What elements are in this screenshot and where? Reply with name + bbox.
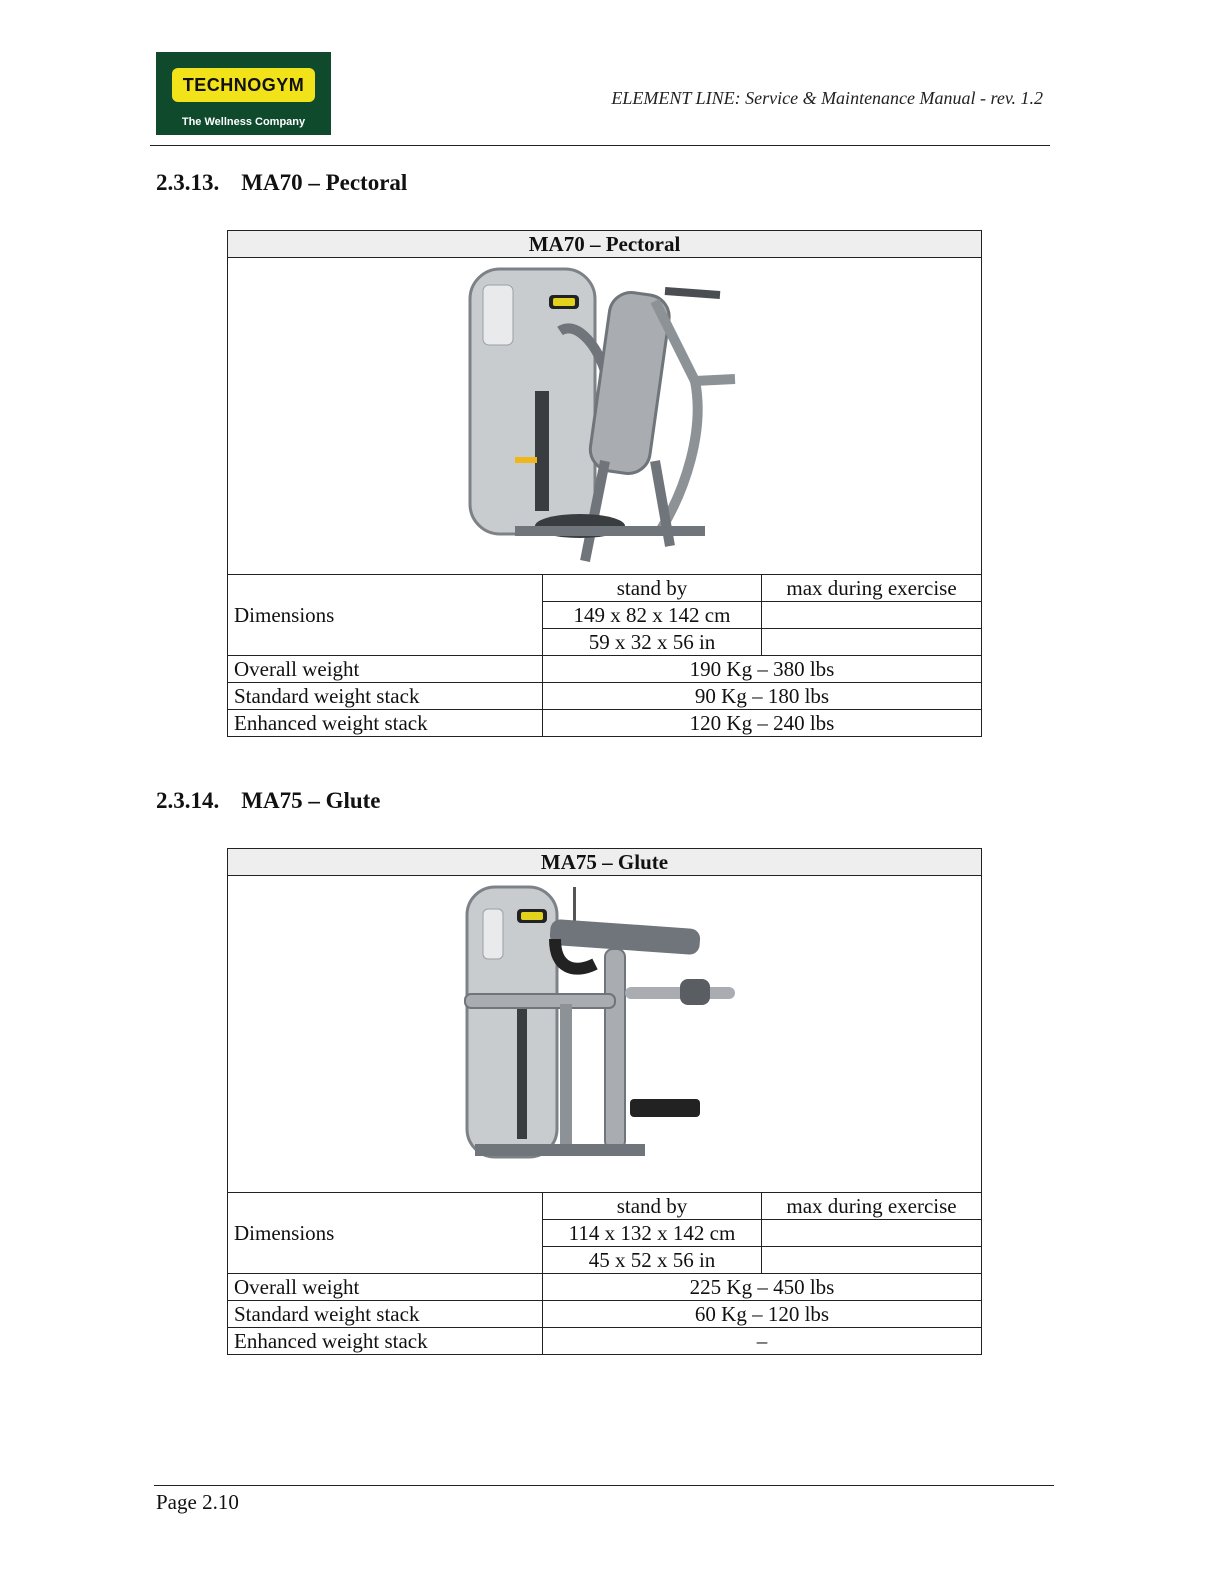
header-divider: [150, 145, 1050, 146]
standard-stack-label: Standard weight stack: [228, 683, 543, 710]
table-caption: MA70 – Pectoral: [228, 231, 982, 258]
col-header-standby: stand by: [543, 575, 762, 602]
enhanced-stack-label: Enhanced weight stack: [228, 1328, 543, 1355]
standard-stack-value: 60 Kg – 120 lbs: [543, 1301, 982, 1328]
glute-machine-image: [455, 879, 755, 1189]
overall-weight-label: Overall weight: [228, 656, 543, 683]
dimensions-label: Dimensions: [228, 575, 543, 656]
col-header-max: max during exercise: [762, 1193, 982, 1220]
product-photo-cell: [228, 876, 982, 1193]
dimensions-in: 45 x 52 x 56 in: [543, 1247, 762, 1274]
section-heading-ma70: [156, 170, 407, 196]
dimensions-label: Dimensions: [228, 1193, 543, 1274]
overall-weight-value: 225 Kg – 450 lbs: [543, 1274, 982, 1301]
standard-stack-label: Standard weight stack: [228, 1301, 543, 1328]
spec-table-ma70: [227, 230, 982, 737]
logo-badge: [172, 68, 315, 102]
section-number: 2.3.14.: [156, 788, 220, 813]
dimensions-in: 59 x 32 x 56 in: [543, 629, 762, 656]
enhanced-stack-value: 120 Kg – 240 lbs: [543, 710, 982, 737]
technogym-logo: [156, 52, 331, 135]
section-number: 2.3.13.: [156, 170, 220, 195]
dimensions-cm: 114 x 132 x 142 cm: [543, 1220, 762, 1247]
footer-divider: [154, 1485, 1054, 1486]
dimensions-cm: 149 x 82 x 142 cm: [543, 602, 762, 629]
page-number: Page 2.10: [156, 1490, 239, 1514]
empty-cell: [762, 602, 982, 629]
pectoral-machine-image: [455, 261, 755, 571]
empty-cell: [762, 1247, 982, 1274]
col-header-standby: stand by: [543, 1193, 762, 1220]
col-header-max: max during exercise: [762, 575, 982, 602]
document-title: ELEMENT LINE: Service & Maintenance Manual - rev. 1.2: [611, 88, 1043, 108]
section-title: MA75 – Glute: [241, 788, 381, 813]
spec-table-ma75: [227, 848, 982, 1355]
table-caption: MA75 – Glute: [228, 849, 982, 876]
empty-cell: [762, 629, 982, 656]
logo-tagline: The Wellness Company: [181, 116, 306, 128]
logo-brand: TECHNOGYM: [182, 74, 305, 95]
empty-cell: [762, 1220, 982, 1247]
overall-weight-value: 190 Kg – 380 lbs: [543, 656, 982, 683]
product-photo-cell: [228, 258, 982, 575]
section-title: MA70 – Pectoral: [241, 170, 408, 195]
section-heading-ma75: [156, 788, 381, 814]
enhanced-stack-label: Enhanced weight stack: [228, 710, 543, 737]
overall-weight-label: Overall weight: [228, 1274, 543, 1301]
standard-stack-value: 90 Kg – 180 lbs: [543, 683, 982, 710]
enhanced-stack-value: –: [543, 1328, 982, 1355]
